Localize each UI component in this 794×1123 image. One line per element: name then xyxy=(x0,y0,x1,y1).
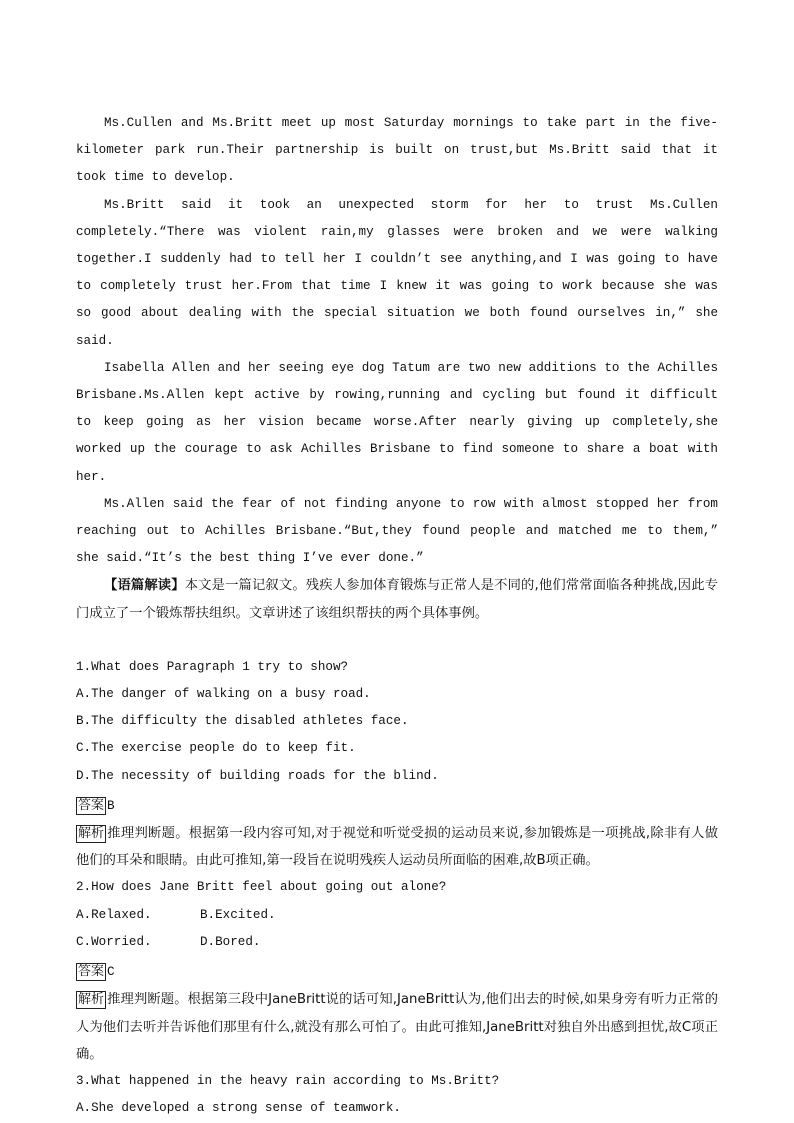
analysis-line xyxy=(76,820,718,874)
answer-tag: 答案 xyxy=(78,964,105,980)
spacer xyxy=(76,627,718,654)
question-stem: 1.What does Paragraph 1 try to show? xyxy=(76,659,349,674)
answer-line xyxy=(76,790,718,820)
passage-paragraph-1: Ms.Cullen and Ms.Britt meet up most Saturday mornings to take part in the five-kilometer park run.Their partnership is built on trust,but Ms.Britt said that it took time to develop. xyxy=(76,116,718,185)
analysis-line xyxy=(76,986,718,1068)
passage-paragraph-3: Isabella Allen and her seeing eye dog Tatum are two new additions to the Achilles Brisbane.Ms.Allen kept active by rowing,running and cycling but found it difficult to keep going as her vision became worse.After nearly giving up completely,she worked up the courage to ask Achilles Brisbane to find someone to share a boat with her. xyxy=(76,360,718,484)
question-2 xyxy=(76,874,718,1067)
passage-paragraph-4: Ms.Allen said the fear of not finding anyone to row with almost stopped her from reaching out to Achilles Brisbane.“But,they found people and matched me to them,” she said.“It’s the best thing I’ve ever done.” xyxy=(76,496,718,566)
option-c: C.The exercise people do to keep fit. xyxy=(76,741,356,756)
analysis-tag: 解析 xyxy=(78,826,105,842)
option-b: B.The difficulty the disabled athletes face. xyxy=(76,714,409,729)
passage xyxy=(76,110,718,572)
question-stem: 3.What happened in the heavy rain according to Ms.Britt? xyxy=(76,1073,500,1088)
answer-value: B xyxy=(107,798,115,813)
answer-tag: 答案 xyxy=(78,797,105,813)
document-page xyxy=(76,110,718,1122)
option-b: B.Excited. xyxy=(200,907,276,922)
summary-label: 【语篇解读】 xyxy=(104,578,185,594)
question-3 xyxy=(76,1068,718,1122)
option-a: A.She developed a strong sense of teamwork. xyxy=(76,1101,401,1116)
option-d: D.Bored. xyxy=(200,934,261,949)
analysis-tag: 解析 xyxy=(78,992,105,1008)
option-d: D.The necessity of building roads for the blind. xyxy=(76,768,439,783)
options-row-2 xyxy=(76,929,718,956)
passage-paragraph-2: Ms.Britt said it took an unexpected storm for her to trust Ms.Cullen completely.“There was violent rain,my glasses were broken and we were walking together.I suddenly had to tell her I couldn’t see anything,and I was going to have to completely trust her.From that time I knew it was going to work because she was so good about dealing with the special situation we both found ourselves in,” she said. xyxy=(76,197,718,348)
option-a: A.The danger of walking on a busy road. xyxy=(76,687,371,702)
answer-line xyxy=(76,956,718,986)
answer-value: C xyxy=(107,965,115,980)
option-a: A.Relaxed. xyxy=(76,907,152,922)
summary-text: 本文是一篇记叙文。残疾人参加体育锻炼与正常人是不同的,他们常常面临各种挑战,因此专门成立了一个锻炼帮扶组织。文章讲述了该组织帮扶的两个具体事例。 xyxy=(76,578,718,621)
question-stem: 2.How does Jane Britt feel about going out alone? xyxy=(76,880,447,895)
option-c: C.Worried. xyxy=(76,934,152,949)
analysis-text: 推理判断题。根据第一段内容可知,对于视觉和听觉受损的运动员来说,参加锻炼是一项挑战,除非有人做他们的耳朵和眼睛。由此可推知,第一段旨在说明残疾人运动员所面临的困难,故B项正确。 xyxy=(76,826,718,869)
analysis-text: 推理判断题。根据第三段中JaneBritt说的话可知,JaneBritt认为,他们出去的时候,如果身旁有听力正常的人为他们去听并告诉他们那里有什么,就没有那么可怕了。由此可推知,JaneBritt对独自外出感到担忧,故C项正确。 xyxy=(76,992,718,1062)
options-row-1 xyxy=(76,902,718,929)
question-1 xyxy=(76,654,718,875)
passage-summary xyxy=(76,572,718,626)
